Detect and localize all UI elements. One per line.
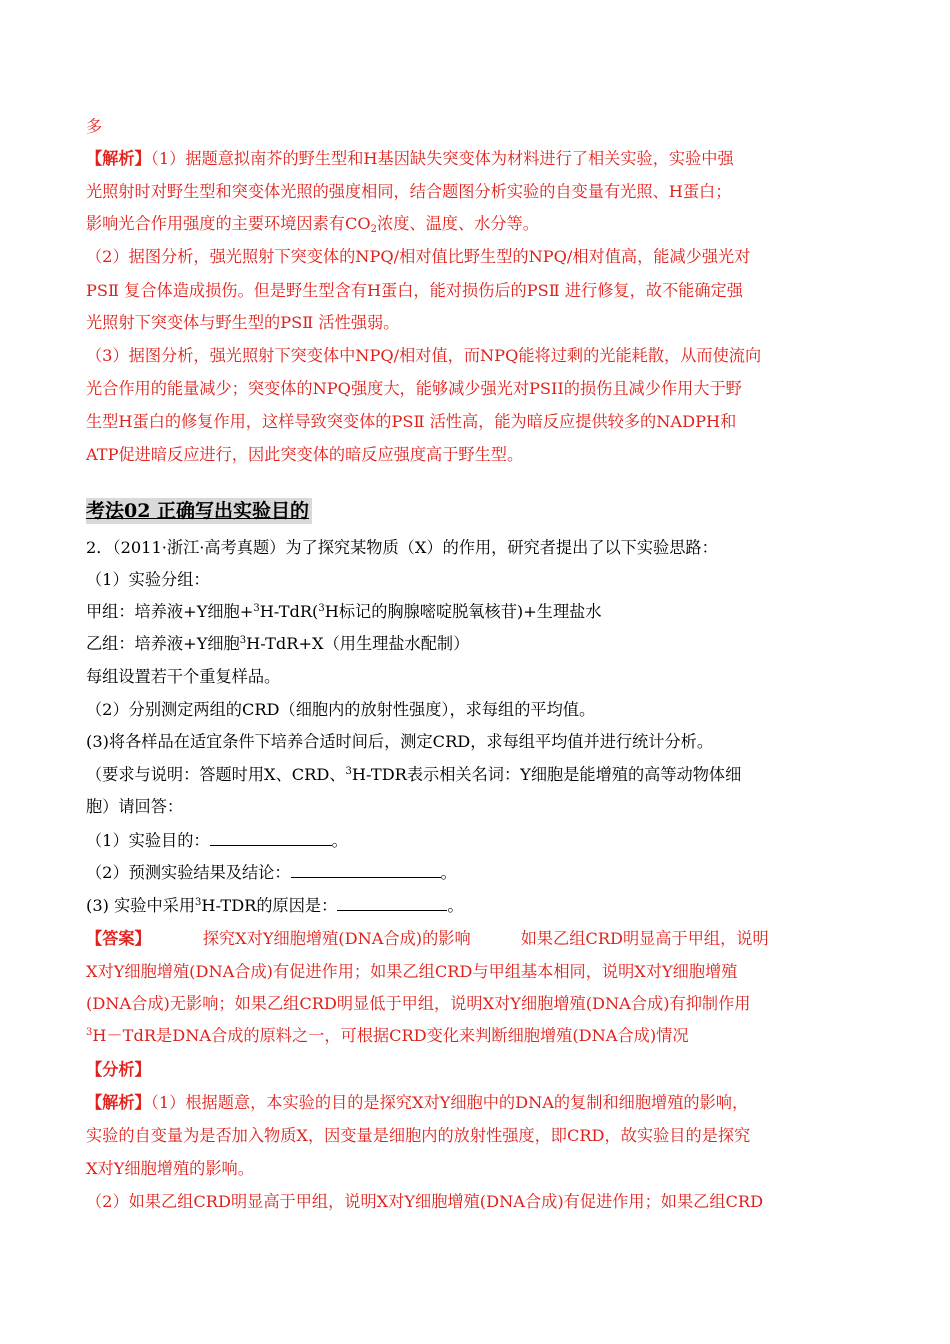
text-line: （1）实验分组：: [86, 570, 210, 589]
text-line: X对Y细胞增殖(DNA合成)有促进作用；如果乙组CRD与甲组基本相同，说明X对Y细胞增殖: [86, 962, 738, 981]
analysis-tag: 【解析】: [86, 149, 151, 168]
text-line: (DNA合成)无影响；如果乙组CRD明显低于甲组，说明X对Y细胞增殖(DNA合成)有抑制作用: [86, 994, 751, 1013]
answer-blank[interactable]: [210, 829, 332, 846]
analysis-paragraph-2: （2）据图分析，强光照射下突变体的NPQ/相对值比野生型的NPQ/相对值高，能减少强光对: [86, 247, 751, 266]
text-line: ATP促进暗反应进行，因此突变体的暗反应强度高于野生型。: [86, 445, 524, 464]
answer-paragraph: 【答案】 探究X对Y细胞增殖(DNA合成)的影响 如果乙组CRD明显高于甲组，说明: [86, 929, 769, 948]
text-line: 多: [86, 117, 103, 136]
text-line: (3)将各样品在适宜条件下培养合适时间后，测定CRD，求每组平均值并进行统计分析。: [86, 732, 714, 751]
group-b-line: 乙组：培养液+Y细胞$^3$H-TdR+X（用生理盐水配制）: [86, 634, 470, 653]
text-line: 光照射下突变体与野生型的PSⅡ 活性强弱。: [86, 313, 400, 332]
text-line: 光照射时对野生型和突变体光照的强度相同，结合题图分析实验的自变量有光照、H蛋白；: [86, 182, 732, 201]
text-line: （2）分别测定两组的CRD（细胞内的放射性强度），求每组的平均值。: [86, 700, 596, 719]
answer-blank[interactable]: [337, 894, 447, 911]
question-part-3: (3) 实验中采用$^3$H-TDR的原因是： 。: [86, 896, 464, 915]
analysis-paragraph-3: （3）据图分析，强光照射下突变体中NPQ/相对值，而NPQ能将过剩的光能耗散，从而使流向: [86, 346, 762, 365]
text-line: $^3$H－TdR是DNA合成的原料之一，可根据CRD变化来判断细胞增殖(DNA合成)情况: [86, 1026, 689, 1045]
text-line: 胞）请回答：: [86, 797, 184, 816]
answer-tag: 【答案】: [86, 929, 151, 948]
text-line: X对Y细胞增殖的影响。: [86, 1159, 254, 1178]
text-line: 每组设置若干个重复样品。: [86, 667, 281, 686]
question-stem: 2．（2011·浙江·高考真题）为了探究某物质（X）的作用，研究者提出了以下实验思路：: [86, 538, 718, 557]
text-line: 生型H蛋白的修复作用，这样导致突变体的PSⅡ 活性高，能为暗反应提供较多的NADPH和: [86, 412, 737, 431]
text-line: 实验的自变量为是否加入物质X，因变量是细胞内的放射性强度，即CRD，故实验目的是探究: [86, 1126, 751, 1145]
explanation-paragraph-1: 【解析】（1）根据题意，本实验的目的是探究X对Y细胞中的DNA的复制和细胞增殖的影响，: [86, 1093, 749, 1112]
analysis-paragraph-1: 【解析】（1）据题意拟南芥的野生型和H基因缺失突变体为材料进行了相关实验，实验中强: [86, 149, 734, 168]
text-line: 光合作用的能量减少；突变体的NPQ强度大，能够减少强光对PSII的损伤且减少作用大于野: [86, 379, 742, 398]
text-line: PSⅡ 复合体造成损伤。但是野生型含有H蛋白，能对损伤后的PSⅡ 进行修复，故不能确定强: [86, 281, 743, 300]
explanation-tag: 【解析】: [86, 1093, 151, 1112]
question-part-1: （1）实验目的： 。: [86, 831, 348, 850]
text-line: 影响光合作用强度的主要环境因素有$CO_2$浓度、温度、水分等。: [86, 214, 539, 235]
explanation-paragraph-2: （2）如果乙组CRD明显高于甲组，说明X对Y细胞增殖(DNA合成)有促进作用；如果乙组CRD: [86, 1192, 764, 1211]
text-line: （要求与说明：答题时用X、CRD、$^3$H-TDR表示相关名词：Y细胞是能增殖的高等动物体细: [86, 765, 742, 784]
section-heading: 考法02 正确写出实验目的: [86, 498, 312, 524]
analysis-tag: 【分析】: [86, 1060, 151, 1079]
question-part-2: （2）预测实验结果及结论： 。: [86, 863, 457, 882]
group-a-line: 甲组：培养液+Y细胞+$^3$H-TdR($^3$H标记的胸腺嘧啶脱氧核苷)+生理盐水: [86, 602, 602, 621]
answer-blank[interactable]: [291, 861, 441, 878]
